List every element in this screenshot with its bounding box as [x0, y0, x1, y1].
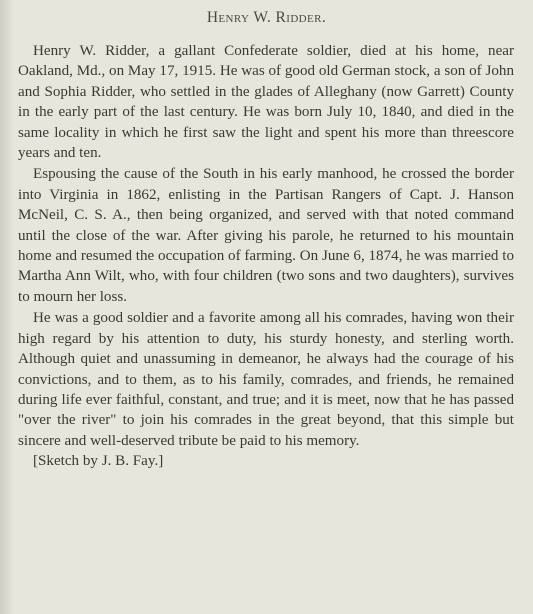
paragraph-biography: Henry W. Ridder, a gallant Confederate soldier, died at his home, near Oakland, Md., on May 17, 1915. He was of good old German stock, a son of John and Sophia Ridder, who settled in the glades of Alleghany (now Garrett) County in the early part of the last century. He was born July 10, 1840, and died in the same locality in which he first saw the light and spent his more than threescore years and ten.: [18, 43, 514, 162]
paragraph-character: He was a good soldier and a favorite among all his comrades, having won their high regard by his attention to duty, his sturdy honesty, and sterling worth. Although quiet and unassuming in demeanor, he always had the courage of his convictions, and to them, as to his family, comrades, and friends, he remained during life ever faithful, constant, and true; and it is meet, now that he has passed "over the river" to join his comrades in the great beyond, that this simple but sincere and well-deserved tribute be paid to his memory.: [18, 310, 514, 449]
sketch-attribution: [Sketch by J. B. Fay.]: [33, 453, 164, 470]
article-heading: Henry W. Ridder.: [206, 9, 327, 26]
article-body: [18, 41, 514, 472]
paragraph-war-service: Espousing the cause of the South in his early manhood, he crossed the border into Virginia in 1862, enlisting in the Partisan Rangers of Capt. J. Hanson McNeil, C. S. A., then being organized, and served with that noted command until the close of the war. After giving his parole, he returned to his mountain home and resumed the occupation of farming. On June 6, 1874, he was married to Martha Ann Wilt, who, with four children (two sons and two daughters), survives to mourn her loss.: [18, 166, 514, 305]
